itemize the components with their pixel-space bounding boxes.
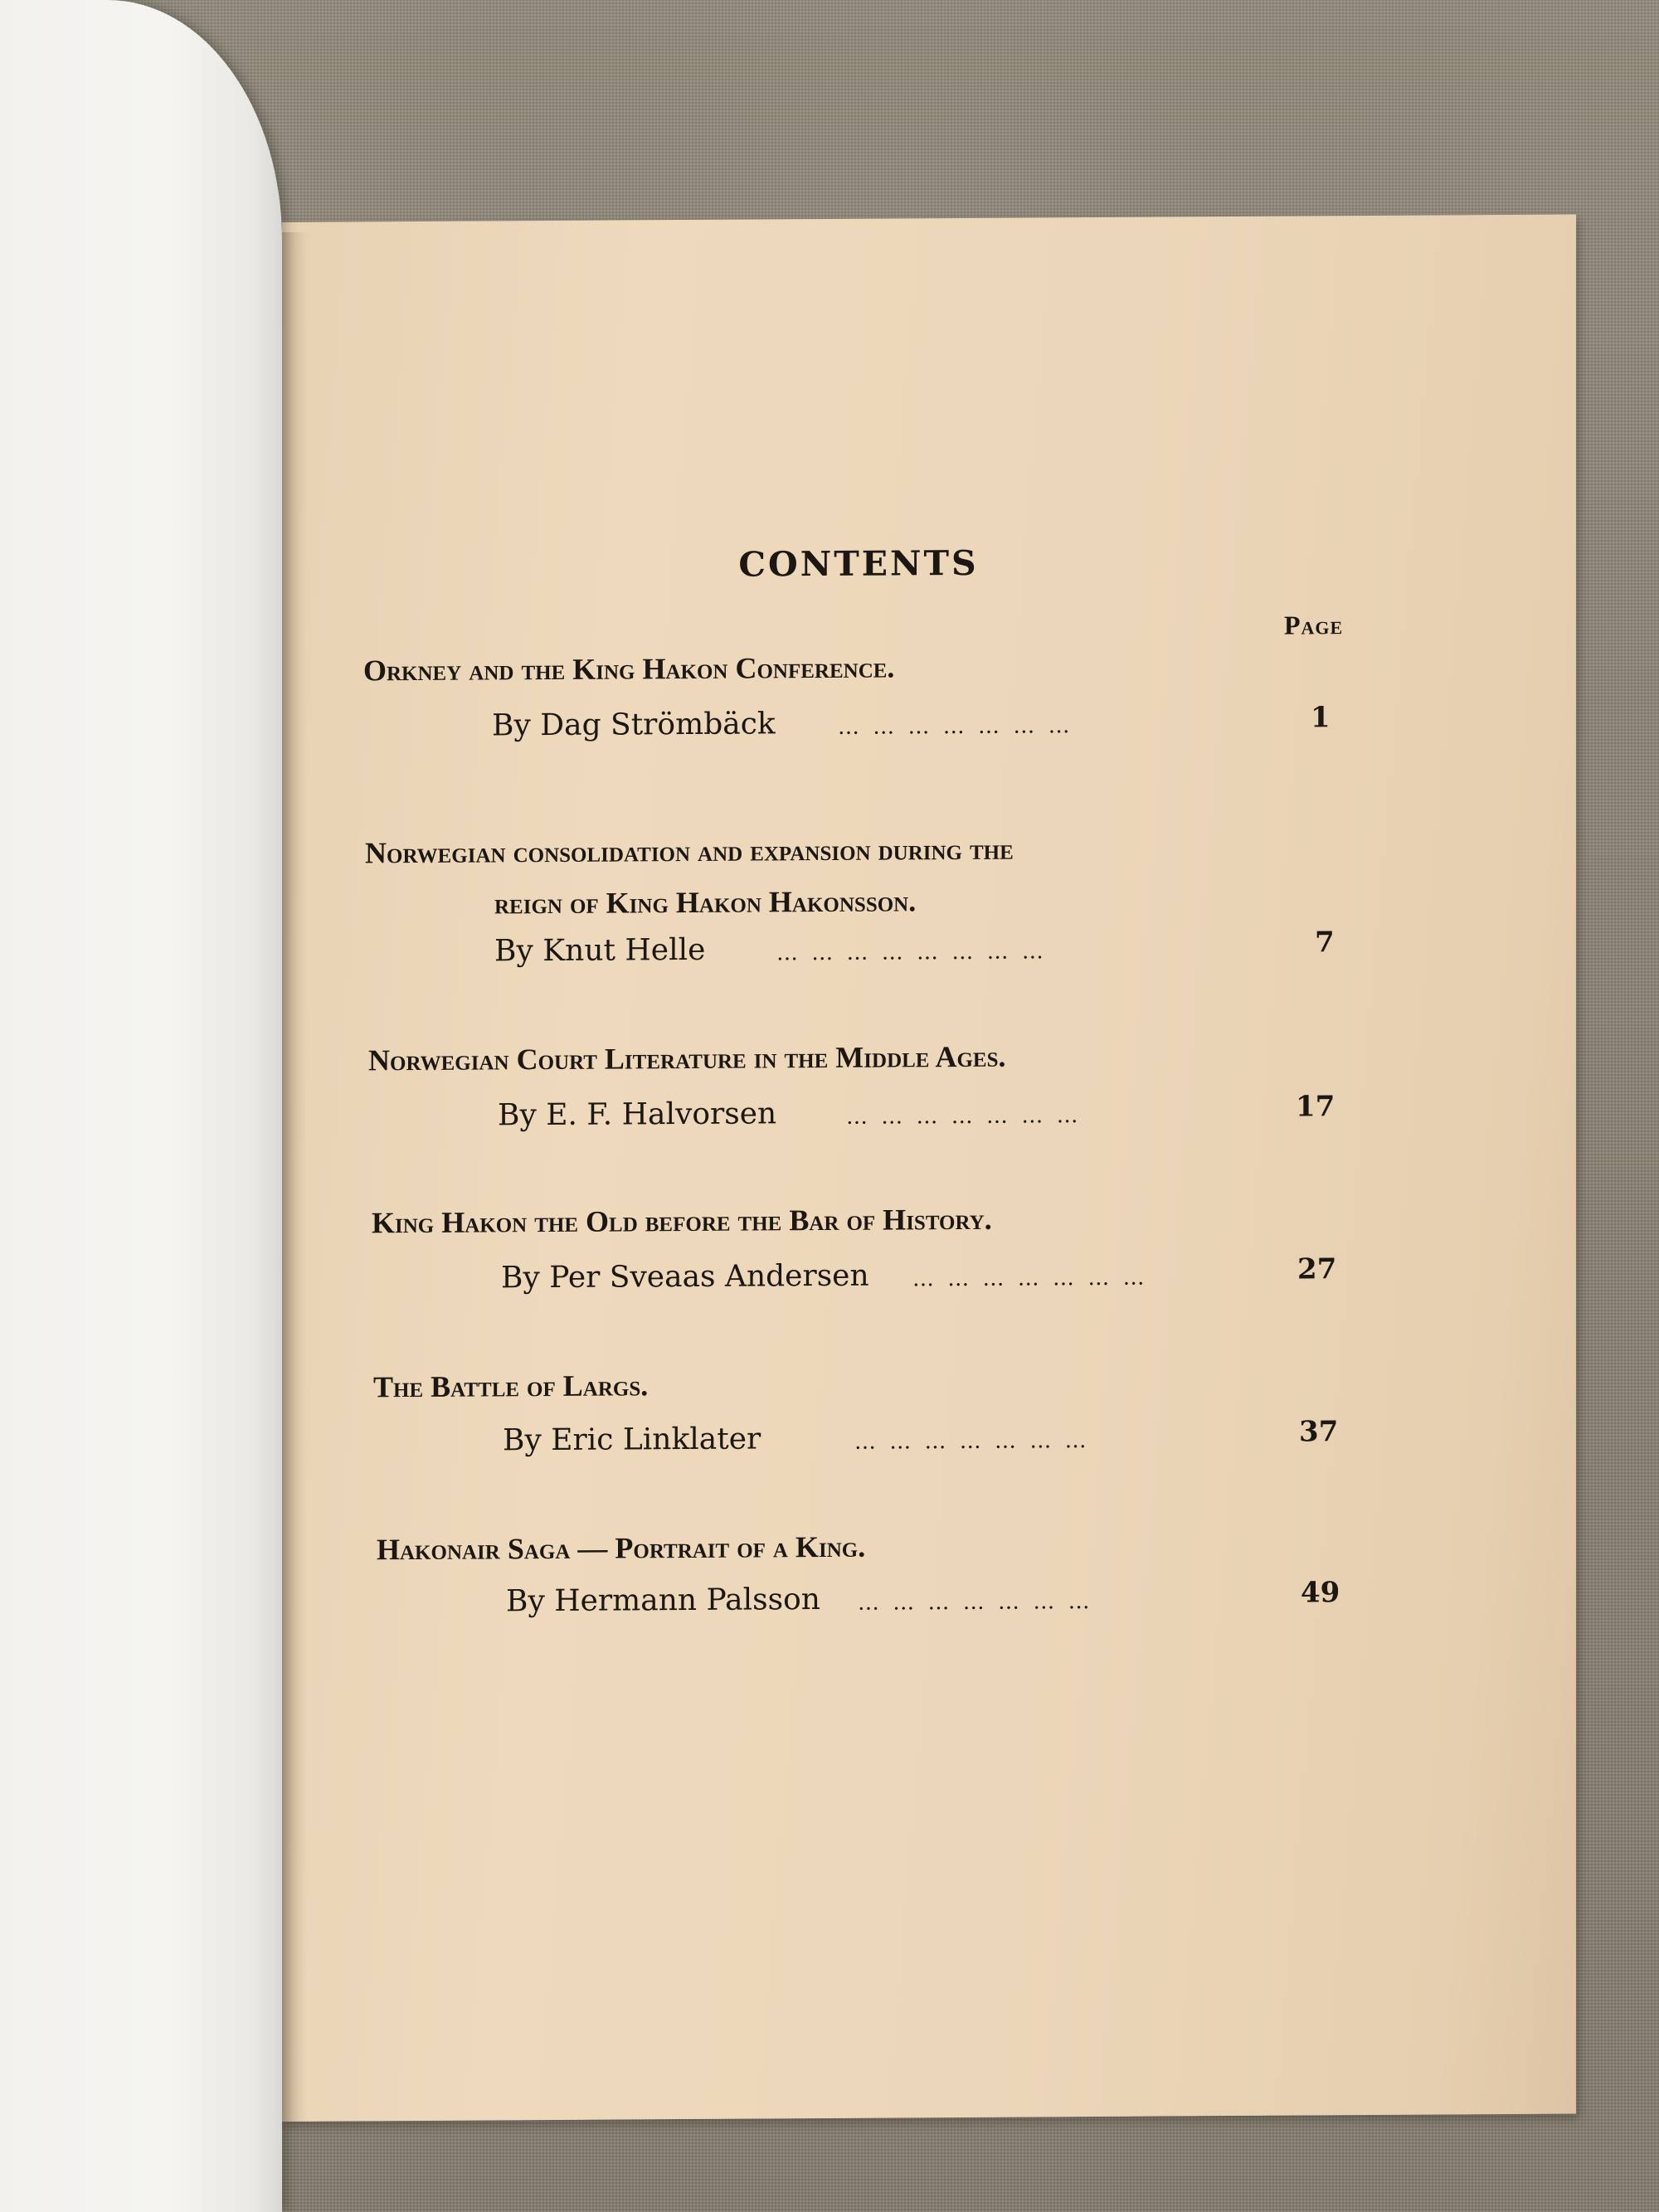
page-column-header: Page (1284, 610, 1344, 640)
entry-page-number-4: 27 (1297, 1252, 1337, 1286)
entry-title-2b: reign of King Hakon Hakonsson. (494, 884, 917, 921)
entry-leader-dots-2: … … … … … … … … (776, 939, 1047, 966)
entry-page-number-1: 1 (1311, 701, 1331, 735)
contents-page (282, 214, 1576, 2122)
entry-author-2: By Knut Helle (494, 932, 706, 969)
entry-title-4: King Hakon the Old before the Bar of History. (372, 1202, 992, 1240)
entry-leader-dots-6: … … … … … … … (858, 1589, 1093, 1616)
entry-author-5: By Eric Linklater (503, 1422, 761, 1458)
entry-title-6: Hakonair Saga — Portrait of a King. (377, 1529, 866, 1567)
facing-blank-page (0, 0, 282, 2212)
entry-leader-dots-5: … … … … … … … (854, 1428, 1090, 1455)
entry-leader-dots-4: … … … … … … … (912, 1265, 1148, 1292)
entry-title-3: Norwegian Court Literature in the Middle Ages. (368, 1039, 1006, 1077)
entry-title-2a: Norwegian consolidation and expansion during the (365, 832, 1014, 870)
entry-author-6: By Hermann Palsson (506, 1582, 820, 1619)
entry-author-1: By Dag Strömbäck (492, 707, 776, 743)
entry-title-1: Orkney and the King Hakon Conference. (363, 650, 895, 688)
page-title: CONTENTS (738, 542, 979, 585)
entry-title-5: The Battle of Largs. (373, 1369, 649, 1404)
entry-page-number-6: 49 (1301, 1576, 1340, 1610)
entry-leader-dots-1: … … … … … … … (838, 713, 1073, 740)
entry-page-number-5: 37 (1299, 1415, 1339, 1449)
entry-page-number-2: 7 (1315, 926, 1335, 960)
entry-author-3: By E. F. Halvorsen (498, 1096, 777, 1133)
entry-author-4: By Per Sveaas Andersen (501, 1258, 869, 1296)
entry-leader-dots-3: … … … … … … … (846, 1103, 1082, 1130)
entry-page-number-3: 17 (1296, 1090, 1335, 1124)
